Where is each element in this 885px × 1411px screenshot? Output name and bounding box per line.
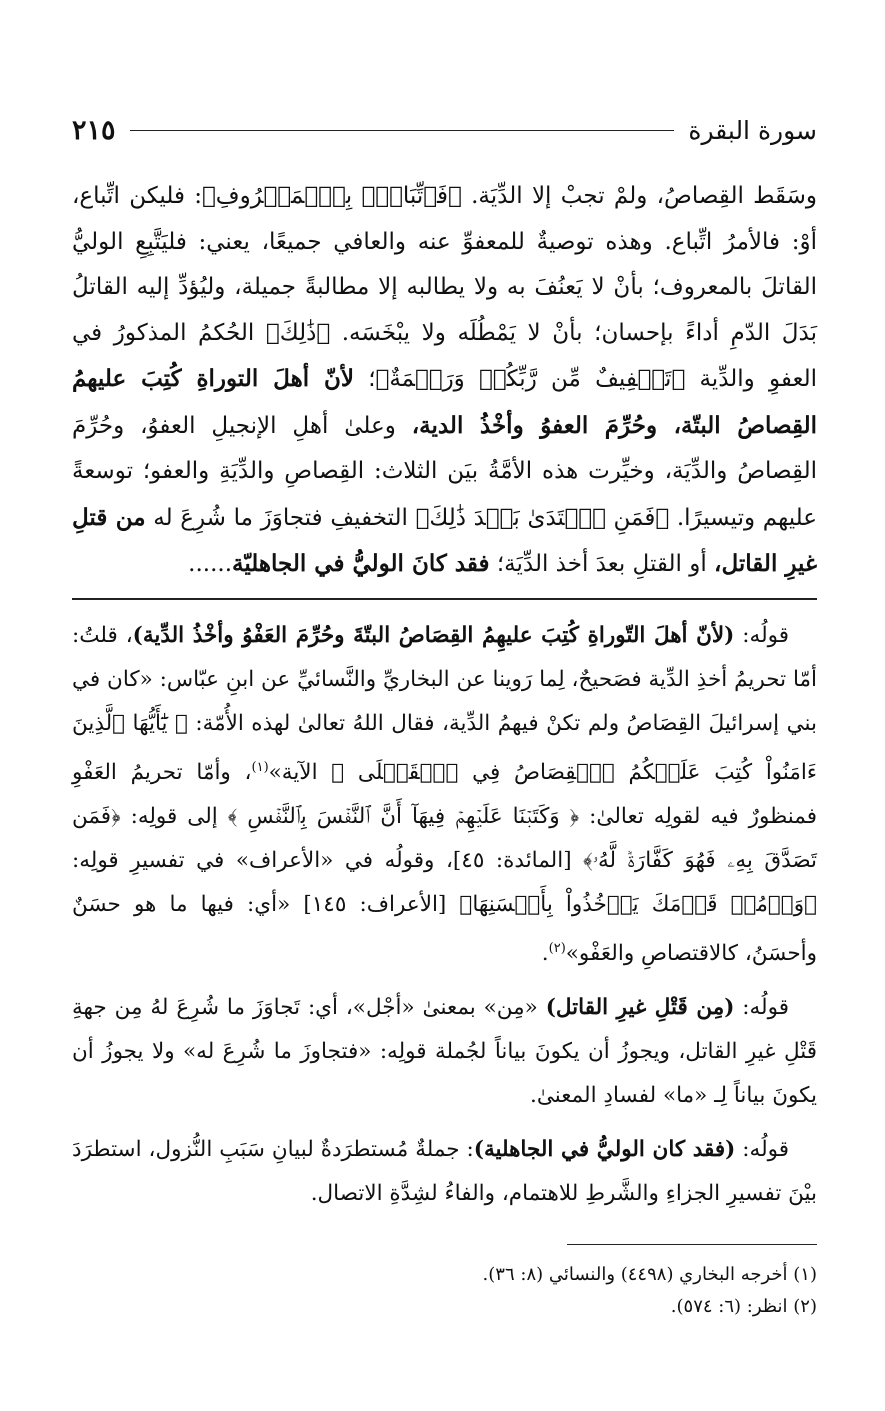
header-rule: [130, 130, 675, 131]
commentary-1-lead: قولُه:: [734, 622, 790, 648]
footnote-2: (٢) انظر: (٦: ٥٧٤).: [670, 1295, 817, 1317]
commentary-paragraph-2: [72, 986, 817, 1118]
commentary-3-text: : جملةٌ مُستطرَدةٌ لبيانِ سَبَبِ النُّزول، استطرَدَ بيْنَ تفسيرِ الجزاءِ والشَّرطِ للاهتمام، والفاءُ لشِدَّةِ الاتصال.: [72, 1136, 817, 1206]
main-paragraph-1: وسَقَط القِصاصُ، ولمْ تجبْ إلا الدِّيَة. ﴿فَٱتِّبَاعُۢ بِٱلۡمَعۡرُوفِ﴾: فليكن اتِّباع، أوْ: فالأمرُ اتِّباع. وهذه توصيةٌ للمعفوِّ عنه والعافي جميعًا، يعني: فليَتَّبِعِ الوليُّ القاتلَ بالمعروف؛ بأنْ لا يَعنُفَ به ولا يطالبه إلا مطالبةً جميلة، وليُؤدِّ إليه القاتلُ بَدَلَ الدّمِ أداءً بإحسان؛ بأنْ لا يَمْطُلَه ولا يبْخَسَه. ﴿ذَٰلِكَ﴾ الحُكمُ المذكورُ في العفوِ والدِّية ﴿تَخۡفِيفٌ مِّن رَّبِّكُمۡ وَرَحۡمَةٌ﴾؛: [72, 183, 818, 392]
page-number: ٢١٥: [72, 114, 116, 146]
main-middle-phrase: أو القتلِ بعدَ أخذ الدِّيَة؛: [496, 551, 707, 577]
commentary-paragraph-1: [72, 614, 817, 976]
main-bold-phrase-2: فقد كانَ الوليُّ في الجاهليّة: [232, 550, 490, 577]
footnote-ref-2: (٢): [548, 940, 566, 956]
commentary-2-lead: قولُه:: [734, 994, 789, 1020]
commentary-1-text-2: ، وأمّا تحريمُ العَفْوِ فمنظورٌ فيه لقولِه تعالىٰ: ﴿ وَكَتَبۡنَا عَلَيۡهِمۡ فِيهَآ أَنَّ ٱلنَّفۡسَ بِٱلنَّفۡسِ ﴾ إلى قولِه: ﴿فَمَن تَصَدَّقَ بِهِۦ فَهُوَ كَفَّارَةٞ لَّهُۥ﴾ [المائدة: ٤٥]، وقولُه في «الأعراف» في تفسيرِ قولِه: ﴿وَأۡمُرۡ قَوۡمَكَ يَأۡخُذُواْ بِأَحۡسَنِهَا﴾ [الأعراف: ١٤٥] «أي: فيها ما هو حسَنٌ وأحسَنُ، كالاقتصاصِ والعَفْو»: [72, 759, 818, 966]
running-header: [72, 108, 817, 152]
commentary-3-quote: (فقد كان الوليُّ في الجاهلية): [473, 1136, 736, 1162]
footnotes: [72, 1259, 817, 1323]
main-commentary-separator: [72, 598, 817, 600]
commentary-1-end: .: [541, 940, 549, 966]
commentary-2-text: «مِن» بمعنىٰ «أجْل»، أي: تَجاوَزَ ما شُرِعَ لهُ مِن جهةِ قَتْلِ غيرِ القاتل، ويجوزُ أن يكونَ بياناً لجُملة قولِه: «فتجاوزَ ما شُرِعَ له» ولا يجوزُ أن يكونَ بياناً لِـ «ما» لفسادِ المعنىٰ.: [72, 994, 817, 1108]
commentary-1-quote: (لأنّ أهلَ التّوراةِ كُتِبَ عليهِمُ القِصَاصُ البتّةَ وحُرِّمَ العَفْوُ وأخْذُ الدِّية): [132, 622, 735, 648]
footnote-separator: [567, 1244, 817, 1245]
commentary-2-quote: (مِن قَتْلِ غيرِ القاتل): [545, 994, 735, 1020]
commentary-section: [72, 614, 817, 1216]
tafsir-main-text: [72, 174, 817, 588]
surah-title: سورة البقرة: [688, 115, 817, 145]
footnote-1: (١) أخرجه البخاري (٤٤٩٨) والنسائي (٨: ٣٦).: [482, 1263, 817, 1285]
footnote-ref-1: (١): [251, 759, 269, 775]
main-ellipsis: ......: [188, 551, 233, 577]
commentary-paragraph-3: [72, 1128, 817, 1216]
commentary-1-text: ، قلتُ: أمّا تحريمُ أخذِ الدِّية فصَحيحٌ، لِما رَوينا عن البخاريِّ والنَّسائيِّ عن ابنِ عبّاس: «كان في بني إسرائيلَ القِصَاصُ ولم تكنْ فيهمُ الدِّية، فقال اللهُ تعالىٰ لهذه الأُمّة: ﴿ يَٰٓأَيُّهَا ٱلَّذِينَ ءَامَنُواْ كُتِبَ عَلَيۡكُمُ ٱلۡقِصَاصُ فِي ٱلۡقَتۡلَى ﴾ الآية»: [72, 622, 817, 785]
main-paragraph-1-bold: لأنّ أهلَ التوراةِ كُتِبَ عليهمُ القِصاصُ البتّة، وحُرِّمَ العفوُ وأخْذُ الدية،: [72, 365, 818, 439]
main-paragraph-2: وعلىٰ أهلِ الإنجيلِ العفوُ، وحُرِّمَ القِصاصُ والدِّيَة، وخيِّرت هذه الأمَّةُ بيَن الثلاث: القِصاصِ والدِّيَةِ والعفو؛ توسعةً عليهم وتيسيرًا. ﴿فَمَنِ ٱعۡتَدَىٰ بَعۡدَ ذَٰلِكَ﴾ التخفيفِ فتجاوَزَ ما شُرِعَ له: [72, 412, 817, 531]
page: [72, 108, 817, 1323]
commentary-3-lead: قولُه:: [735, 1136, 789, 1162]
main-bold-phrase-1: من قتلِ غيرِ القاتل،: [72, 503, 817, 577]
